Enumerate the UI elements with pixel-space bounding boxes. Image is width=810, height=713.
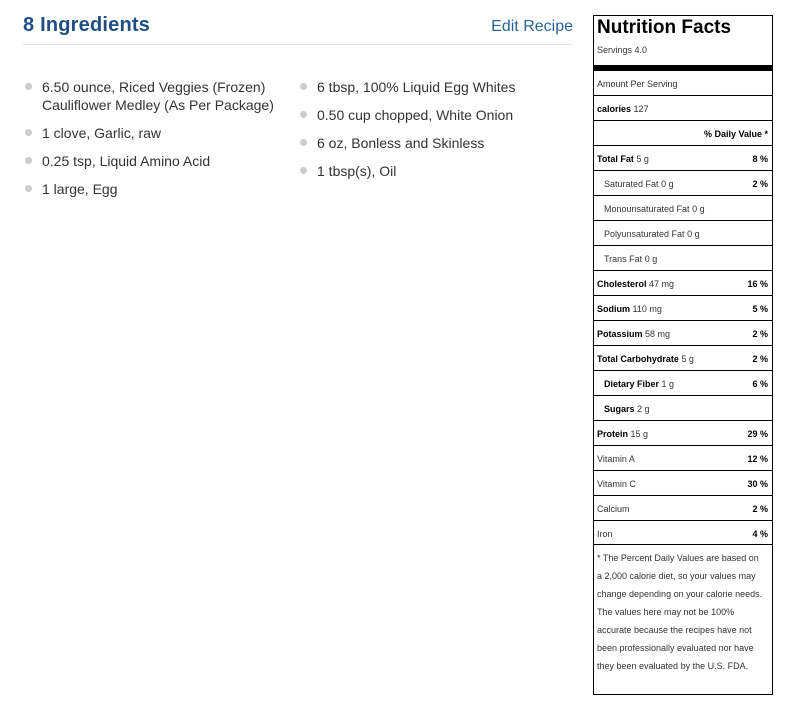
ingredient-list-left xyxy=(25,78,295,208)
servings-label: Servings 4.0 xyxy=(597,45,648,55)
nutrient-amount: 47 mg xyxy=(649,279,675,289)
nutrient-amount: 0 g xyxy=(692,204,705,214)
nutrient-row xyxy=(594,270,772,295)
nutrient-amount: 15 g xyxy=(630,429,649,439)
calories-value: 127 xyxy=(633,104,649,114)
nutrient-name: Potassium xyxy=(597,329,643,339)
ingredient-item xyxy=(300,162,570,180)
nutrient-row xyxy=(594,445,772,470)
ingredient-item xyxy=(25,124,295,142)
nutrient-amount: 0 g xyxy=(661,179,674,189)
bullet-icon xyxy=(25,83,32,90)
bullet-icon xyxy=(25,129,32,136)
nutrient-daily-value: 2 % xyxy=(752,354,768,364)
edit-recipe-link[interactable]: Edit Recipe xyxy=(491,18,573,35)
nutrient-name: Vitamin C xyxy=(597,479,636,489)
nutrient-row xyxy=(594,470,772,495)
amount-per-serving-label: Amount Per Serving xyxy=(597,79,678,89)
bullet-icon xyxy=(25,185,32,192)
nutrient-row xyxy=(594,295,772,320)
nutrient-daily-value: 30 % xyxy=(747,479,768,489)
nutrient-row xyxy=(594,320,772,345)
nutrient-name: Sodium xyxy=(597,304,630,314)
nutrient-row xyxy=(594,245,772,270)
nutrient-daily-value: 5 % xyxy=(752,304,768,314)
nutrient-amount: 0 g xyxy=(644,254,658,264)
nutrient-name: Monounsaturated Fat xyxy=(604,204,690,214)
ingredient-item xyxy=(25,152,295,170)
bullet-icon xyxy=(300,167,307,174)
nutrient-name: Polyunsaturated Fat xyxy=(604,229,685,239)
nutrient-name: Iron xyxy=(597,529,613,539)
bullet-icon xyxy=(25,157,32,164)
nutrient-row xyxy=(594,495,772,520)
nutrient-row xyxy=(594,220,772,245)
nutrition-facts-title: Nutrition Facts xyxy=(597,17,732,38)
nutrition-facts-panel xyxy=(593,15,773,695)
ingredient-text: 1 large, Egg xyxy=(42,181,118,197)
nutrient-amount: 0 g xyxy=(687,229,700,239)
nutrient-amount: 5 g xyxy=(636,154,649,164)
nutrient-daily-value: 8 % xyxy=(752,154,768,164)
nutrient-amount: 110 mg xyxy=(632,304,662,314)
nutrient-amount: 1 g xyxy=(661,379,675,389)
ingredient-item xyxy=(300,106,570,124)
nutrient-name: Dietary Fiber xyxy=(604,379,660,389)
nutrient-daily-value: 2 % xyxy=(752,329,768,339)
ingredient-text: 6.50 ounce, Riced Veggies (Frozen) Cauliflower Medley (As Per Package) xyxy=(42,79,274,113)
ingredient-text: 0.25 tsp, Liquid Amino Acid xyxy=(42,153,211,169)
ingredient-item xyxy=(25,78,295,114)
nutrient-row xyxy=(594,345,772,370)
nutrient-row xyxy=(594,145,772,170)
nutrient-name: Protein xyxy=(597,429,629,439)
daily-value-header-row xyxy=(594,120,772,145)
nutrient-row xyxy=(594,420,772,445)
nutrient-row xyxy=(594,170,772,195)
calories-row xyxy=(594,95,772,120)
bullet-icon xyxy=(300,83,307,90)
amount-per-serving-row xyxy=(594,71,772,95)
nutrient-daily-value: 4 % xyxy=(752,529,768,539)
nutrient-row xyxy=(594,370,772,395)
nutrient-name: Trans Fat xyxy=(604,254,643,264)
daily-value-footnote: * The Percent Daily Values are based on a 2,000 calorie diet, so your values may change depending on your calorie needs. The values here may not be 100% accurate because the recipes have not been professionally evaluated nor have they been evaluated by the U.S. FDA. xyxy=(594,544,772,675)
bullet-icon xyxy=(300,139,307,146)
nutrient-name: Cholesterol xyxy=(597,279,647,289)
bullet-icon xyxy=(300,111,307,118)
nutrient-row xyxy=(594,395,772,420)
nutrient-name: Total Carbohydrate xyxy=(597,354,679,364)
daily-value-header: % Daily Value * xyxy=(703,129,768,139)
ingredient-text: 6 oz, Bonless and Skinless xyxy=(317,135,485,151)
ingredient-list-right xyxy=(300,78,570,190)
nutrient-name: Sugars xyxy=(604,404,635,414)
ingredient-text: 6 tbsp, 100% Liquid Egg Whites xyxy=(317,79,516,95)
nutrient-amount: 58 mg xyxy=(645,329,671,339)
nutrient-daily-value: 2 % xyxy=(752,179,768,189)
ingredient-text: 0.50 cup chopped, White Onion xyxy=(317,107,514,123)
ingredients-header xyxy=(23,14,573,45)
calories-label: calories xyxy=(597,104,632,114)
nutrient-amount: 2 g xyxy=(637,404,650,414)
nutrient-daily-value: 16 % xyxy=(747,279,768,289)
ingredient-text: 1 tbsp(s), Oil xyxy=(317,163,397,179)
ingredient-item xyxy=(300,78,570,96)
nutrient-row xyxy=(594,520,772,545)
nutrient-name: Vitamin A xyxy=(597,454,635,464)
ingredient-item xyxy=(25,180,295,198)
nutrient-amount: 5 g xyxy=(681,354,694,364)
ingredients-title: 8 Ingredients xyxy=(23,14,151,36)
ingredient-text: 1 clove, Garlic, raw xyxy=(42,125,162,141)
nutrient-name: Calcium xyxy=(597,504,630,514)
nutrient-daily-value: 2 % xyxy=(752,504,768,514)
nutrient-name: Total Fat xyxy=(597,154,634,164)
nutrient-row xyxy=(594,195,772,220)
nutrient-daily-value: 29 % xyxy=(747,429,768,439)
nutrient-name: Saturated Fat xyxy=(604,179,659,189)
ingredient-item xyxy=(300,134,570,152)
nutrient-daily-value: 12 % xyxy=(747,454,768,464)
nutrient-daily-value: 6 % xyxy=(752,379,768,389)
